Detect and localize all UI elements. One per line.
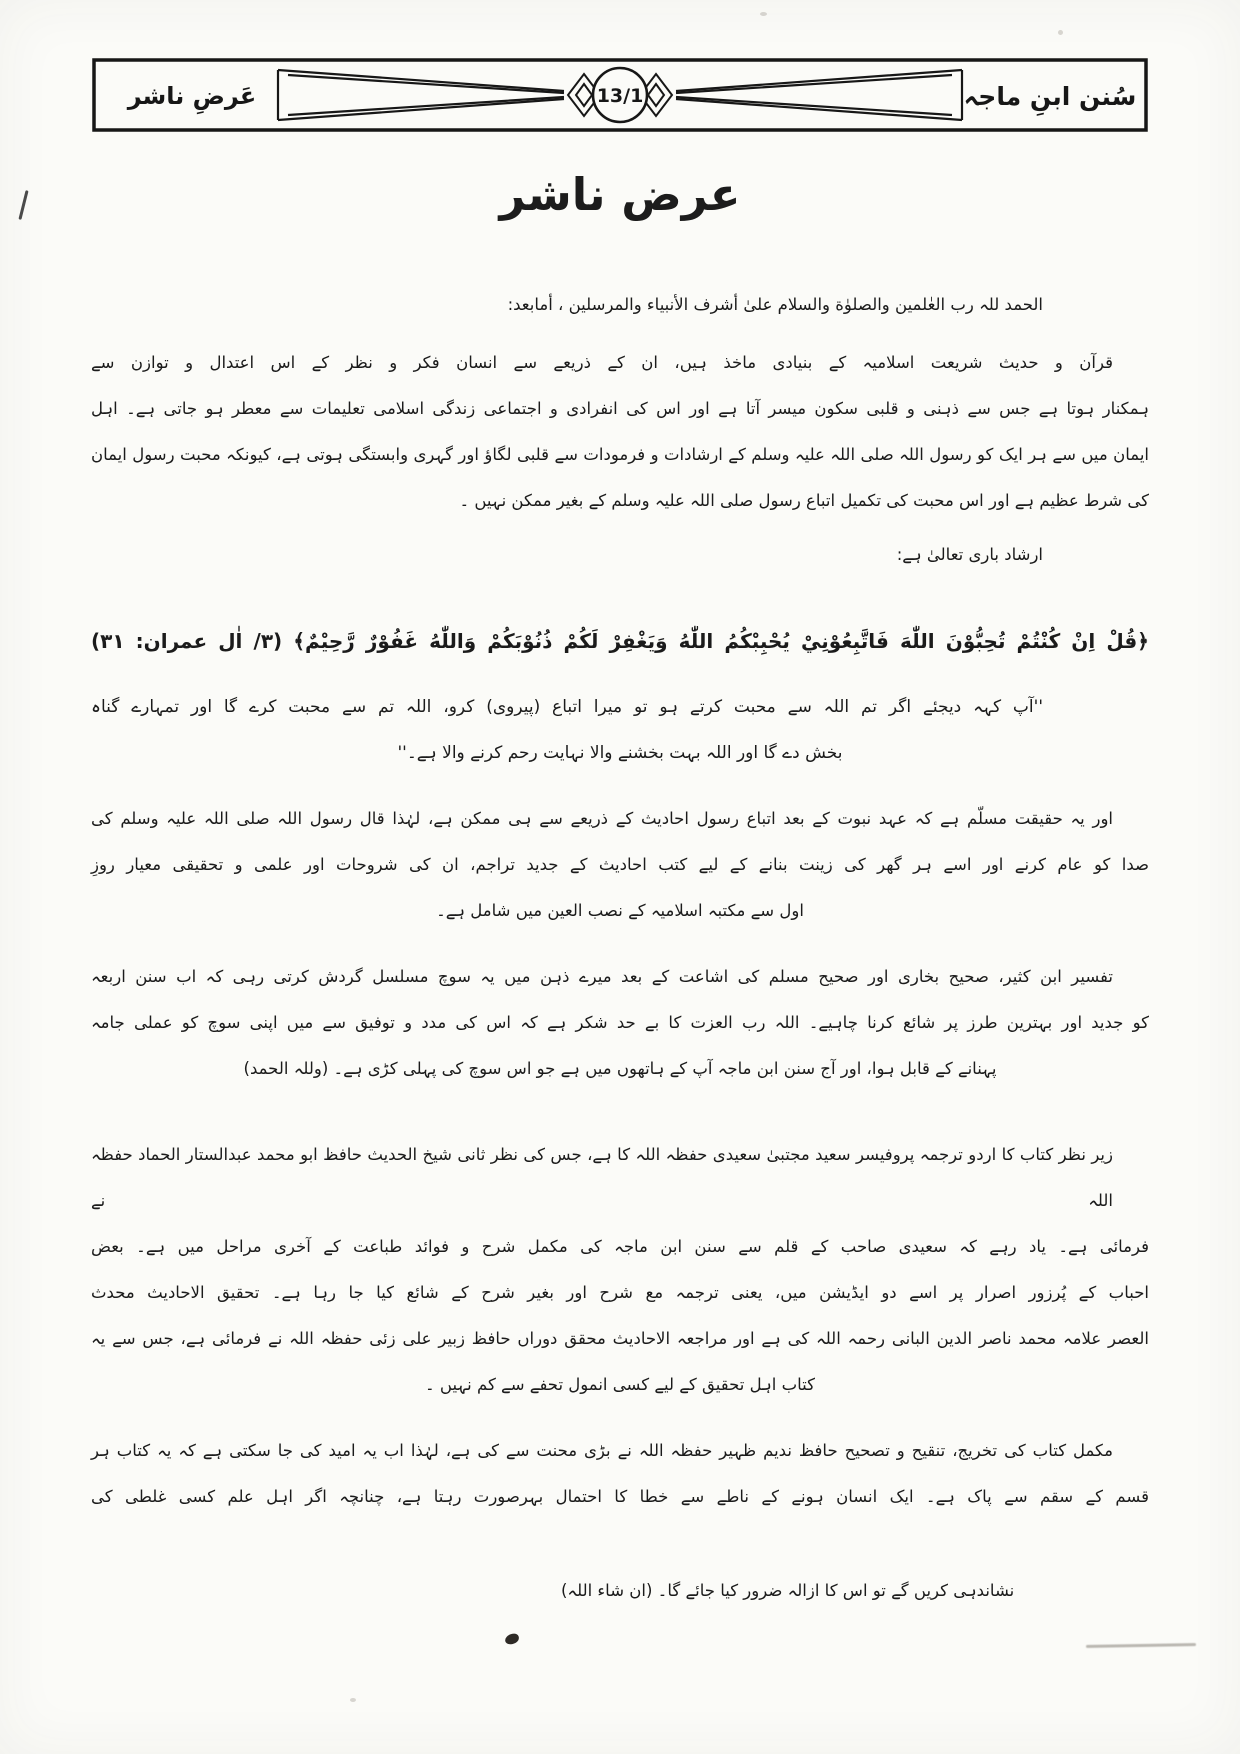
- text-line: زیر نظر کتاب کا اردو ترجمہ پروفیسر سعید مجتبیٰ سعیدی حفظہ اللہ کا ہے، جس کی نظر ثانی شیخ الحدیث حافظ ابو محمد عبدالستار الحماد حفظہ اللہ نے: [91, 1145, 1113, 1210]
- text-line: ایمان میں سے ہر ایک کو رسول اللہ صلی اللہ علیہ وسلم کے ارشادات و فرمودات سے قلبی لگاؤ اور گہری وابستگی ہوتی ہے، کیونکہ محبت رسول ایمان: [91, 445, 1149, 464]
- text-line: العصر علامہ محمد ناصر الدین البانی رحمہ اللہ کی ہے اور مراجعہ الاحادیث محقق دوراں حافظ زبیر علی زئی حفظہ اللہ نے فرمائی ہے، جس سے یہ: [91, 1329, 1149, 1348]
- text-line: تفسیر ابن کثیر، صحیح بخاری اور صحیح مسلم کی اشاعت کے بعد میرے ذہن میں یہ سوچ مسلسل گردش کرتی رہی کہ اب سنن اربعہ: [91, 967, 1113, 986]
- text-line: اول سے مکتبہ اسلامیہ کے نصب العین میں شامل ہے۔: [436, 901, 804, 920]
- text-line: ارشاد باری تعالیٰ ہے:: [896, 545, 1043, 564]
- right-ribbon-ornament: [676, 70, 962, 120]
- text-line: کی شرط عظیم ہے اور اس محبت کی تکمیل اتباع رسول صلی اللہ علیہ وسلم کے بغیر ممکن نہیں ۔: [459, 491, 1149, 510]
- scan-smudge: [1086, 1643, 1196, 1648]
- text-line: ''آپ کہہ دیجئے اگر تم اللہ سے محبت کرتے ہو تو میرا اتباع (پیروی) کرو، اللہ تم سے محبت کرے گا اور تمہارے گناہ: [91, 697, 1043, 717]
- text-line: احباب کے پُرزور اصرار پر اسے دو ایڈیشن میں، یعنی ترجمہ مع شرح اور بغیر شرح کے شائع کیا جا رہا ہے۔ تحقیق الاحادیث محدث: [91, 1283, 1149, 1302]
- ink-speck: [504, 1633, 520, 1646]
- text-line: بخش دے گا اور اللہ بہت بخشنے والا نہایت رحم کرنے والا ہے۔'': [397, 743, 843, 763]
- text-line: الحمد للہ رب العٰلمین والصلوٰة والسلام علیٰ أشرف الأنبیاء والمرسلین ، أمابعد:: [507, 295, 1043, 314]
- header-band: [92, 58, 1148, 132]
- text-line: قسم کے سقم سے پاک ہے۔ ایک انسان ہونے کے ناطے سے خطا کا احتمال بہرصورت رہتا ہے، چنانچہ اگر اہل علم کسی غلطی کی: [91, 1487, 1149, 1506]
- page-number: 13/1: [596, 85, 644, 107]
- header-book-title: سُنن ابنِ ماجہ: [963, 82, 1137, 111]
- text-line: نشاندہی کریں گے تو اس کا ازالہ ضرور کیا جائے گا۔ (ان شاء اللہ): [561, 1581, 1015, 1600]
- dust-speck: [760, 12, 767, 16]
- text-line: صدا کو عام کرنے اور اسے ہر گھر کی زینت بنانے کے لیے کتب احادیث کے جدید تراجم، ان کی شروحات اور علمی و تحقیقی معیار روزِ: [91, 855, 1149, 874]
- text-line: پہنانے کے قابل ہوا، اور آج سنن ابن ماجہ آپ کے ہاتھوں میں ہے جو اس سوچ کی پہلی کڑی ہے۔ (وللہ الحمد): [243, 1059, 997, 1078]
- text-line: کتاب اہل تحقیق کے لیے کسی انمول تحفے سے کم نہیں ۔: [425, 1375, 815, 1394]
- text-line: اور یہ حقیقت مسلّم ہے کہ عہد نبوت کے بعد اتباع رسول احادیث کے ذریعے سے ہی ممکن ہے، لہٰذا قال رسول اللہ صلی اللہ علیہ وسلم کی: [91, 809, 1113, 828]
- text-line: ﴿قُلْ اِنْ كُنْتُمْ تُحِبُّوْنَ اللّٰهَ فَاتَّبِعُوْنِيْ يُحْبِبْكُمُ اللّٰهُ وَيَغْفِرْ لَكُمْ ذُنُوْبَكُمْ وَاللّٰهُ غَفُوْرٌ رَّحِيْمٌ﴾ (۳/ اٰل عمران: ۳۱): [91, 629, 1149, 653]
- left-ribbon-ornament: [278, 70, 564, 120]
- text-line: مکمل کتاب کی تخریج، تنقیح و تصحیح حافظ ندیم ظہیر حفظہ اللہ نے بڑی محنت سے کی ہے، لہٰذا اب یہ امید کی جا سکتی ہے کہ یہ کتاب ہر: [91, 1441, 1113, 1460]
- text-line: ہمکنار ہوتا ہے جس سے ذہنی و قلبی سکون میسر آتا ہے اور اس کی انفرادی و اجتماعی زندگی اسلامی تعلیمات سے معطر ہو جاتی ہے۔ اہل: [91, 399, 1149, 418]
- dust-speck: [350, 1698, 356, 1702]
- header-section-label: عَرضِ ناشر: [127, 82, 257, 110]
- text-line: فرمائی ہے۔ یاد رہے کہ سعیدی صاحب کے قلم سے سنن ابن ماجہ کی مکمل شرح و فوائد طباعت کے آخری مراحل میں ہے۔ بعض: [91, 1237, 1149, 1256]
- dust-speck: [1058, 30, 1063, 35]
- text-line: قرآن و حدیث شریعت اسلامیہ کے بنیادی ماخذ ہیں، ان کے ذریعے سے انسان فکر و نظر کے اس اعتدال و توازن سے: [91, 353, 1113, 372]
- text-line: کو جدید اور بہترین طرز پر شائع کرنا چاہیے۔ اللہ رب العزت کا بے حد شکر ہے کہ اس کی مدد و توفیق سے میں اپنی سوچ کو عملی جامہ: [91, 1013, 1149, 1032]
- body-lines: [91, 282, 1149, 1614]
- page-title: عرض ناشر: [499, 168, 741, 221]
